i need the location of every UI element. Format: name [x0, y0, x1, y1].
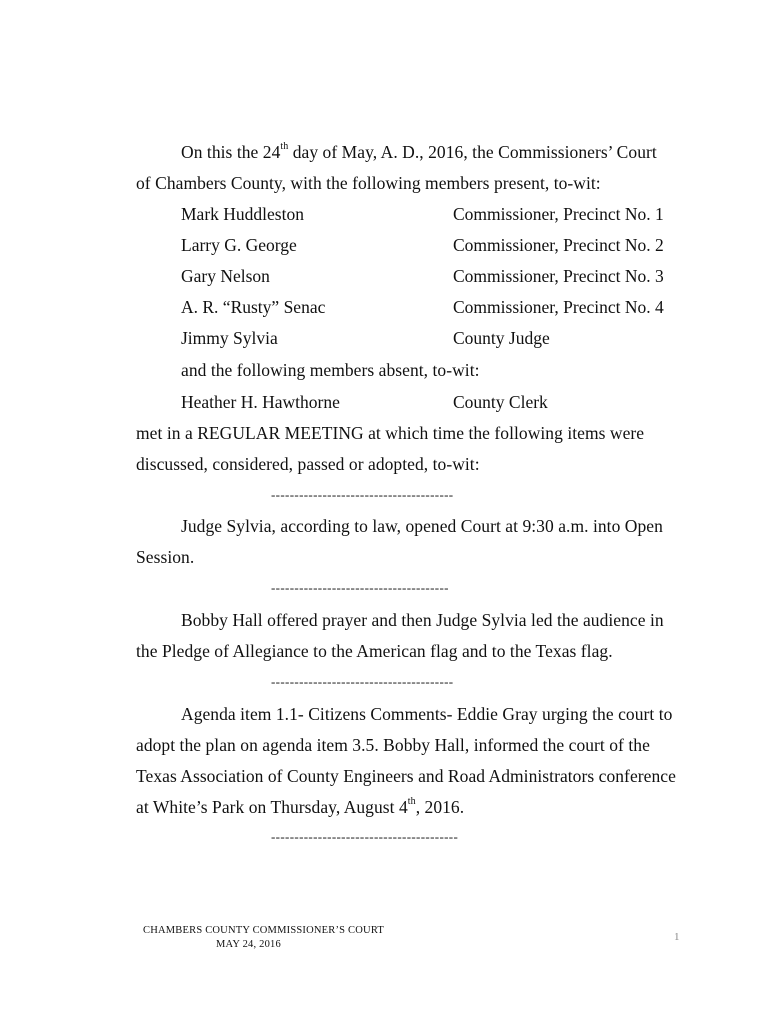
- separator: ---------------------------------------: [271, 674, 454, 689]
- meeting-line-2: discussed, considered, passed or adopted, to-wit:: [136, 454, 480, 474]
- page-number: 1: [674, 931, 680, 943]
- member-row: [0, 328, 770, 348]
- prayer-line-1: Bobby Hall offered prayer and then Judge Sylvia led the audience in: [181, 610, 664, 630]
- opening-text-end: day of May, A. D., 2016, the Commissioners’ Court: [288, 142, 657, 162]
- separator: ---------------------------------------: [271, 487, 454, 502]
- member-row: [0, 204, 770, 224]
- prayer-line-2: the Pledge of Allegiance to the American flag and to the Texas flag.: [136, 641, 613, 661]
- member-title: County Clerk: [453, 392, 548, 412]
- member-title: Commissioner, Precinct No. 1: [453, 204, 664, 224]
- meeting-line-1: met in a REGULAR MEETING at which time the following items were: [136, 423, 645, 443]
- agenda-date-text: at White’s Park on Thursday, August 4: [136, 797, 408, 817]
- opened-line-2: Session.: [136, 547, 195, 567]
- agenda-year-text: , 2016.: [415, 797, 465, 817]
- member-name: Gary Nelson: [181, 266, 270, 286]
- member-title: County Judge: [453, 328, 550, 348]
- member-name: Heather H. Hawthorne: [181, 392, 340, 412]
- opening-line-1: [181, 142, 657, 162]
- opened-line-1: Judge Sylvia, according to law, opened Court at 9:30 a.m. into Open: [181, 516, 663, 536]
- member-title: Commissioner, Precinct No. 4: [453, 297, 664, 317]
- agenda-line-2: adopt the plan on agenda item 3.5. Bobby Hall, informed the court of the: [136, 735, 650, 755]
- member-row: [0, 235, 770, 255]
- separator: --------------------------------------: [271, 580, 449, 595]
- member-name: Larry G. George: [181, 235, 297, 255]
- member-title: Commissioner, Precinct No. 2: [453, 235, 664, 255]
- footer-court-name: CHAMBERS COUNTY COMMISSIONER’S COURT: [143, 925, 385, 936]
- member-name: Mark Huddleston: [181, 204, 304, 224]
- member-name: Jimmy Sylvia: [181, 328, 278, 348]
- absent-intro: and the following members absent, to-wit:: [181, 360, 480, 380]
- member-name: A. R. “Rusty” Senac: [181, 297, 326, 317]
- agenda-line-1: Agenda item 1.1- Citizens Comments- Eddie Gray urging the court to: [181, 704, 673, 724]
- footer-date: MAY 24, 2016: [216, 939, 281, 950]
- agenda-ordinal-suffix: th: [407, 796, 416, 808]
- agenda-line-3: Texas Association of County Engineers and Road Administrators conference: [136, 766, 676, 786]
- absent-member-row: [0, 392, 770, 412]
- opening-ordinal-suffix: th: [280, 141, 289, 153]
- member-row: [0, 297, 770, 317]
- opening-text-start: On this the 24: [181, 142, 281, 162]
- agenda-line-4: [136, 797, 464, 817]
- member-row: [0, 266, 770, 286]
- separator: ----------------------------------------: [271, 829, 459, 844]
- member-title: Commissioner, Precinct No. 3: [453, 266, 664, 286]
- opening-line-2: of Chambers County, with the following members present, to-wit:: [136, 173, 601, 193]
